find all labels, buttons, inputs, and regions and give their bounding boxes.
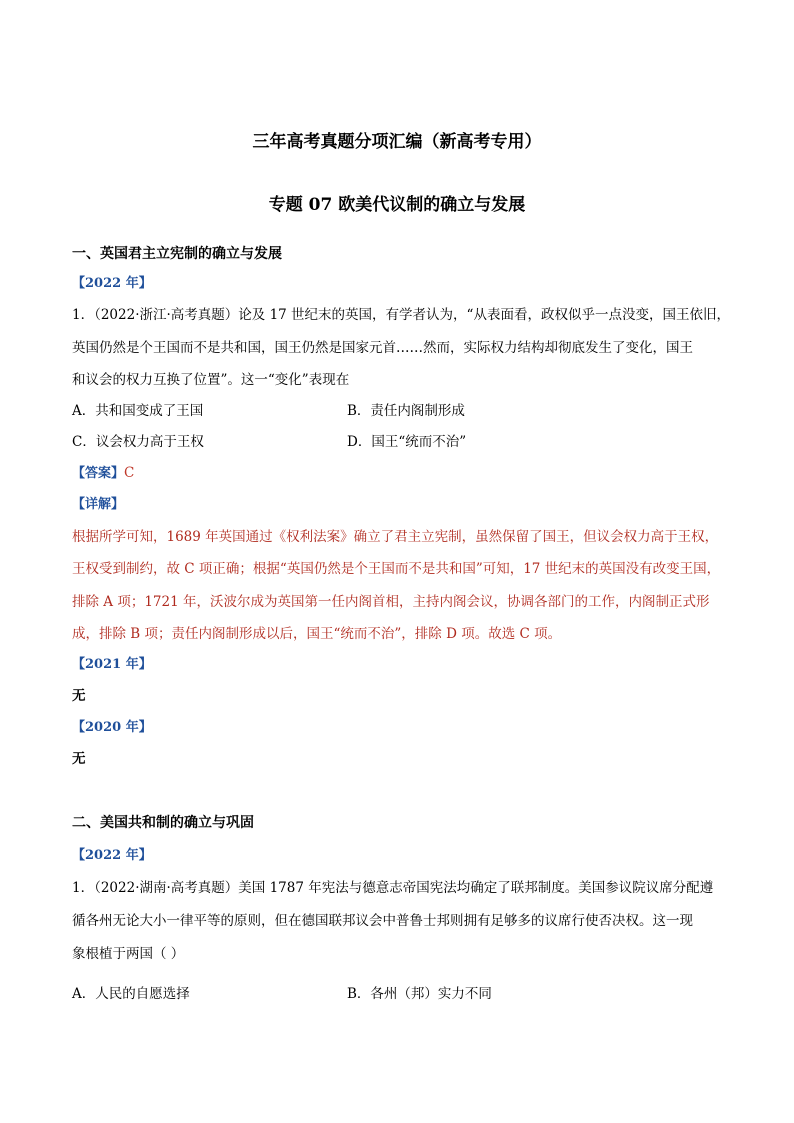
- answer-line: [72, 462, 134, 481]
- detail-label: 【详解】: [72, 497, 125, 512]
- question-text: 象根植于两国（ ）: [72, 946, 185, 962]
- document-subtitle: 专题 07 欧美代议制的确立与发展: [268, 195, 526, 215]
- none-text: 无: [72, 751, 86, 767]
- detail-text: 王权受到制约，故 C 项正确；根据“英国仍然是个王国而不是共和国”可知，17 世纪末的英国没有改变王国，: [72, 561, 721, 577]
- document-title: 三年高考真题分项汇编（新高考专用）: [252, 132, 542, 152]
- option-a: A．共和国变成了王国: [72, 403, 204, 419]
- year-label: 【2020 年】: [72, 720, 152, 735]
- section-heading: 一、英国君主立宪制的确立与发展: [72, 246, 282, 262]
- answer-label: 【答案】: [72, 466, 125, 481]
- question-text: 1．（2022·浙江·高考真题）论及 17 世纪末的英国，有学者认为，“从表面看，政权似乎一点没变，国王依旧，: [72, 307, 730, 323]
- section-heading: 二、美国共和制的确立与巩固: [72, 815, 254, 831]
- question-text: 英国仍然是个王国而不是共和国，国王仍然是国家元首……然而，实际权力结构却彻底发生了变化，国王: [72, 340, 693, 356]
- answer-value: C: [124, 465, 135, 481]
- detail-text: 根据所学可知，1689 年英国通过《权利法案》确立了君主立宪制，虽然保留了国王，但议会权力高于王权，: [72, 529, 719, 545]
- detail-text: 成，排除 B 项；责任内阁制形成以后，国王“统而不治”，排除 D 项。故选 C 项。: [72, 626, 562, 642]
- year-label: 【2022 年】: [72, 276, 152, 291]
- option-c: C．议会权力高于王权: [72, 434, 204, 450]
- option-b: B．各州（邦）实力不同: [347, 986, 492, 1002]
- option-a: A．人民的自愿选择: [72, 986, 190, 1002]
- question-text: 和议会的权力互换了位置”。这一“变化”表现在: [72, 372, 350, 388]
- year-label: 【2022 年】: [72, 848, 152, 863]
- year-label: 【2021 年】: [72, 657, 152, 672]
- detail-text: 排除 A 项；1721 年，沃波尔成为英国第一任内阁首相，主持内阁会议，协调各部门的工作，内阁制正式形: [72, 594, 710, 610]
- none-text: 无: [72, 688, 86, 704]
- question-text: 循各州无论大小一律平等的原则，但在德国联邦议会中普鲁士邦则拥有足够多的议席行使否决权。这一现: [72, 913, 693, 929]
- question-text: 1．（2022·湖南·高考真题）美国 1787 年宪法与德意志帝国宪法均确定了联邦制度。美国参议院议席分配遵: [72, 880, 714, 896]
- option-d: D．国王“统而不治”: [347, 434, 467, 450]
- option-b: B．责任内阁制形成: [347, 403, 465, 419]
